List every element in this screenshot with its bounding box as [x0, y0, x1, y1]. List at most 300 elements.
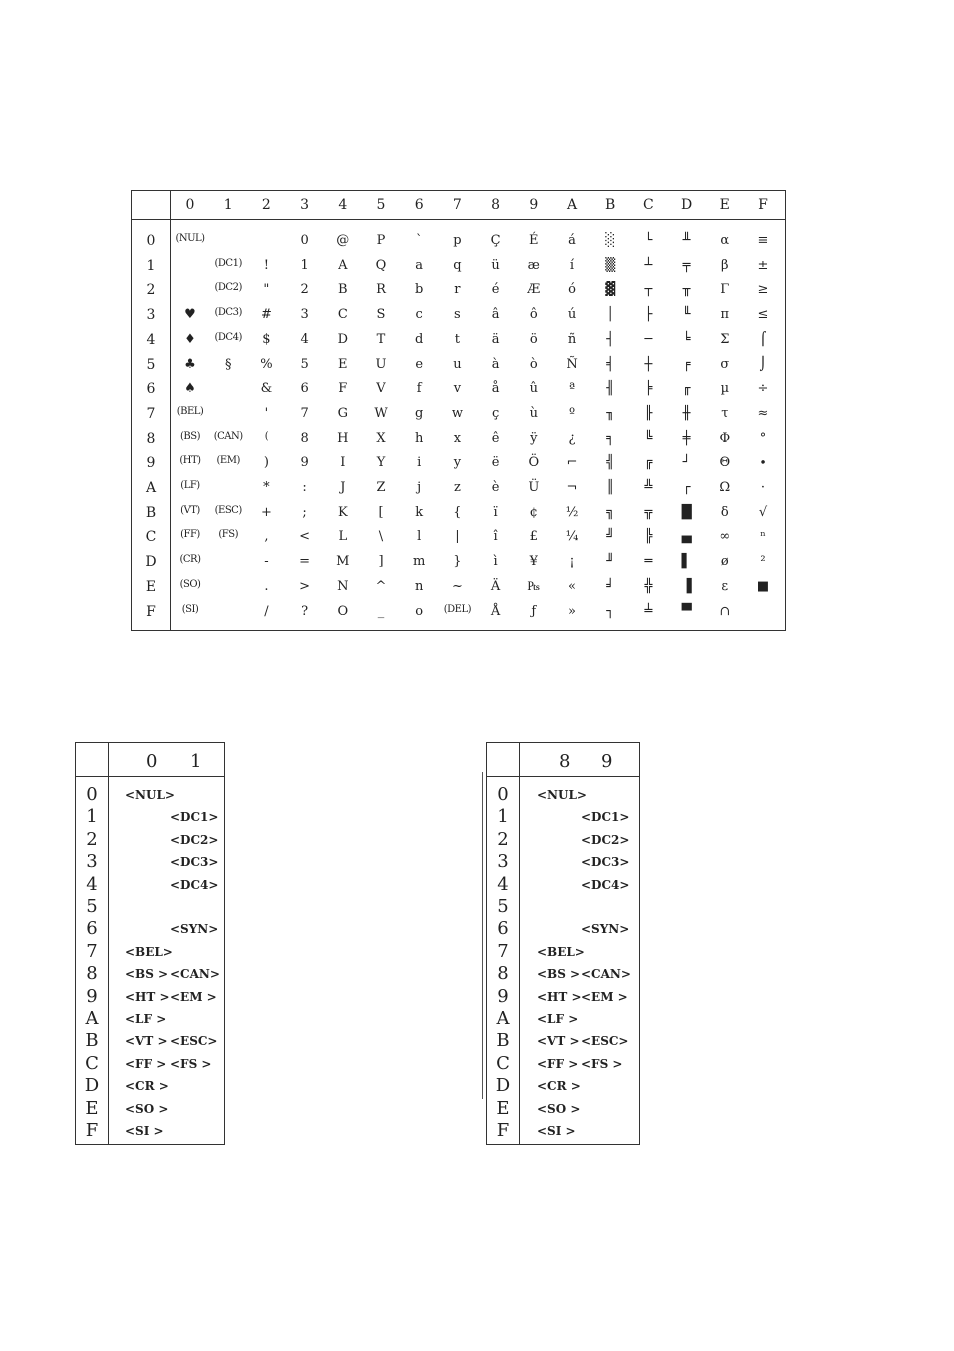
control-code: <SYN>	[170, 922, 219, 937]
char-cell: y	[453, 455, 462, 471]
row-label-1: 1	[86, 806, 98, 828]
char-cell: ÿ	[530, 430, 538, 446]
char-cell: à	[491, 356, 500, 372]
row-label-8: 8	[146, 430, 156, 447]
char-cell: 0	[300, 233, 309, 248]
char-cell: ♦	[184, 331, 196, 347]
char-cell: i	[417, 455, 422, 471]
column-header-6: 6	[414, 197, 424, 213]
char-cell: π	[720, 307, 730, 323]
char-cell: ±	[757, 257, 769, 273]
char-cell: ╫	[682, 405, 691, 421]
char-cell: O	[337, 603, 349, 619]
row-label-D: D	[84, 1075, 100, 1097]
control-code: <BS >	[537, 967, 581, 982]
char-cell: 6	[300, 381, 309, 397]
row-label-2: 2	[86, 828, 98, 850]
char-cell: 3	[300, 307, 309, 323]
row-label-F: F	[496, 1120, 510, 1141]
char-cell: (LF)	[180, 480, 200, 491]
char-cell: f	[416, 381, 422, 397]
char-cell: (DEL)	[443, 603, 472, 615]
row-label-A: A	[145, 480, 157, 496]
row-label-D: D	[495, 1075, 511, 1097]
char-cell: (SI)	[181, 603, 199, 615]
column-header-3: 3	[300, 197, 310, 213]
row-label-divider	[108, 743, 109, 1144]
char-cell: ▀	[681, 603, 692, 619]
column-header-8: 8	[559, 751, 571, 772]
margin-change-bar	[482, 772, 483, 1099]
row-label-7: 7	[146, 405, 156, 422]
control-code: <NUL>	[537, 788, 587, 802]
column-header-E: E	[719, 197, 730, 213]
char-cell: │	[606, 307, 615, 323]
row-label-9: 9	[497, 985, 509, 1007]
column-header-7: 7	[452, 197, 462, 213]
char-cell: H	[337, 430, 349, 446]
char-cell: #	[260, 307, 272, 323]
char-cell: ♣	[184, 356, 196, 372]
char-cell: (	[264, 430, 269, 442]
column-header-8: 8	[491, 197, 501, 213]
char-cell: ⌐	[566, 455, 578, 471]
control-code: <LF >	[125, 1012, 167, 1026]
char-cell: ╢	[606, 381, 615, 397]
char-cell: \	[378, 529, 384, 545]
char-cell: &	[260, 381, 273, 397]
row-label-9: 9	[146, 455, 156, 472]
row-label-7: 7	[86, 940, 98, 962]
control-code: <FF >	[125, 1056, 167, 1071]
char-cell: ♥	[184, 307, 196, 323]
char-cell: L	[338, 529, 348, 545]
row-label-F: F	[146, 603, 156, 620]
row-label-3: 3	[86, 851, 98, 873]
char-cell: √	[758, 504, 768, 520]
row-label-6: 6	[497, 918, 509, 940]
char-cell: o	[415, 603, 424, 619]
char-cell: (CR)	[179, 554, 201, 566]
char-cell: ▄	[681, 529, 692, 545]
char-cell: î	[493, 529, 498, 545]
char-cell: <	[299, 529, 311, 545]
char-cell: w	[451, 405, 463, 421]
char-cell: D	[337, 331, 349, 347]
char-cell: ì	[493, 554, 498, 570]
control-code: <VT >	[125, 1034, 168, 1049]
control-code: <BEL>	[537, 944, 585, 959]
row-label-7: 7	[497, 940, 509, 962]
char-cell: U	[375, 356, 387, 372]
char-cell: Ö	[528, 455, 540, 471]
char-cell: S	[376, 307, 386, 323]
char-cell: ù	[529, 405, 538, 421]
char-cell: ▒	[605, 257, 616, 273]
row-label-2: 2	[146, 282, 156, 299]
char-cell: C	[337, 307, 348, 323]
char-cell: 7	[300, 405, 309, 421]
char-cell: +	[260, 504, 272, 520]
row-label-8: 8	[497, 963, 509, 985]
char-cell: ∞	[719, 529, 731, 545]
char-cell: ─	[644, 331, 653, 347]
control-code: <FS >	[170, 1056, 212, 1071]
char-cell: n	[415, 578, 424, 594]
char-cell: K	[337, 504, 348, 520]
row-label-9: 9	[86, 985, 98, 1007]
char-cell: τ	[721, 405, 729, 421]
char-cell: Y	[376, 455, 386, 471]
row-label-B: B	[496, 1030, 510, 1052]
row-label-8: 8	[86, 963, 98, 985]
char-cell: B	[338, 282, 348, 298]
char-cell: ╛	[606, 578, 615, 594]
char-cell: ▌	[681, 554, 692, 570]
char-cell: ├	[644, 307, 653, 323]
char-cell: ₧	[527, 578, 541, 594]
char-cell: ╬	[644, 578, 653, 594]
row-label-E: E	[145, 578, 157, 595]
char-cell: ╨	[682, 233, 691, 248]
char-cell: ♠	[184, 381, 196, 397]
char-cell: ░	[605, 233, 616, 248]
row-label-4: 4	[146, 331, 156, 348]
row-label-5: 5	[146, 356, 156, 373]
control-code: <SYN>	[581, 922, 630, 937]
char-cell: (ESC)	[214, 504, 242, 516]
char-cell: ╩	[644, 480, 653, 495]
char-cell: ╘	[682, 331, 691, 347]
control-code: <DC4>	[581, 877, 630, 892]
char-cell: |	[455, 529, 460, 545]
char-cell: /	[264, 603, 269, 619]
char-cell: x	[453, 430, 462, 446]
char-cell: §	[224, 356, 232, 372]
char-cell: ¼	[565, 529, 579, 545]
char-cell: -	[264, 554, 269, 570]
char-cell: ê	[491, 430, 500, 446]
control-code: <FS >	[581, 1056, 623, 1071]
control-code: <VT >	[537, 1034, 580, 1049]
char-cell: 4	[300, 331, 309, 347]
row-label-C: C	[496, 1052, 510, 1074]
char-cell: Q	[375, 257, 387, 273]
char-cell: ñ	[567, 331, 577, 347]
char-cell: s	[454, 307, 461, 323]
char-cell: e	[415, 356, 424, 372]
char-cell: N	[337, 578, 349, 594]
char-cell: Φ	[719, 430, 731, 446]
row-label-4: 4	[86, 873, 98, 895]
char-cell: g	[415, 405, 424, 421]
row-label-3: 3	[497, 851, 509, 873]
char-cell: û	[529, 381, 538, 397]
char-cell: P	[376, 233, 386, 248]
char-cell: d	[415, 331, 424, 347]
char-cell: (CAN)	[213, 430, 243, 442]
control-codes-table-0-1	[75, 742, 225, 1145]
char-cell: ▐	[681, 578, 692, 594]
char-cell: «	[568, 578, 576, 594]
control-code: <CR >	[537, 1079, 581, 1094]
char-cell: ╖	[606, 405, 615, 421]
row-label-5: 5	[86, 896, 98, 917]
char-cell: A	[338, 257, 348, 273]
char-cell: ¢	[529, 504, 538, 520]
char-cell: ╥	[682, 282, 691, 298]
char-cell: 2	[300, 282, 309, 298]
char-cell: └	[644, 233, 653, 248]
char-cell: }	[453, 554, 462, 570]
char-cell: Æ	[527, 282, 541, 298]
char-cell: 8	[300, 430, 309, 446]
char-cell: (DC2)	[214, 282, 242, 294]
char-cell: .	[264, 578, 269, 594]
control-code: <ESC>	[581, 1034, 629, 1049]
char-cell: ä	[491, 331, 500, 347]
char-cell: {	[453, 504, 462, 520]
char-cell: Ä	[490, 578, 501, 594]
char-cell: Ü	[528, 480, 540, 495]
char-cell: ¬	[566, 480, 578, 495]
char-cell: ²	[760, 554, 766, 570]
char-cell: (DC4)	[214, 331, 242, 343]
char-cell: z	[453, 480, 461, 495]
char-cell: (BEL)	[176, 405, 204, 417]
control-code: <CAN>	[170, 967, 220, 982]
character-code-table	[131, 190, 786, 631]
row-label-2: 2	[497, 828, 509, 850]
control-code: <DC4>	[170, 877, 219, 892]
char-cell: v	[453, 381, 462, 397]
char-cell: ┤	[606, 331, 615, 347]
column-header-4: 4	[338, 197, 348, 213]
char-cell: W	[374, 405, 388, 421]
row-label-1: 1	[146, 257, 156, 274]
char-cell: E	[338, 356, 348, 372]
row-label-5: 5	[497, 896, 509, 917]
char-cell: T	[376, 331, 386, 347]
char-cell: £	[529, 529, 538, 545]
control-code: <SO >	[125, 1101, 169, 1116]
char-cell: (DC1)	[214, 257, 242, 269]
char-cell: ∩	[719, 603, 731, 619]
char-cell: (SO)	[179, 578, 201, 590]
column-header-C: C	[643, 197, 654, 213]
row-label-6: 6	[146, 381, 156, 398]
char-cell: *	[263, 480, 270, 495]
control-code: <CAN>	[581, 967, 631, 982]
char-cell: "	[263, 282, 270, 298]
char-cell: )	[263, 455, 269, 471]
char-cell: ¡	[569, 554, 575, 570]
char-cell: Σ	[720, 331, 730, 347]
char-cell: ╠	[644, 529, 653, 545]
char-cell: =	[299, 554, 311, 570]
char-cell: É	[529, 233, 539, 248]
char-cell: u	[453, 356, 462, 372]
char-cell: ]	[378, 554, 384, 570]
char-cell: δ	[720, 504, 729, 520]
char-cell: ■	[756, 578, 770, 594]
char-cell: Å	[490, 603, 501, 619]
char-cell: ½	[565, 504, 579, 520]
char-cell: ú	[567, 307, 577, 323]
char-cell: I	[340, 455, 346, 471]
column-header-0: 0	[146, 751, 158, 772]
char-cell: $	[262, 331, 271, 347]
row-label-A: A	[85, 1008, 99, 1029]
char-cell: ë	[491, 455, 500, 471]
char-cell: ╜	[606, 554, 615, 570]
char-cell: (BS)	[179, 430, 200, 442]
control-code: <DC3>	[581, 855, 630, 870]
char-cell: ╦	[644, 504, 653, 520]
char-cell: ╪	[682, 430, 691, 446]
char-cell: F	[338, 381, 348, 397]
char-cell: (VT)	[180, 504, 200, 516]
row-label-B: B	[85, 1030, 99, 1052]
char-cell: ⁿ	[760, 529, 766, 545]
control-code: <HT >	[125, 989, 170, 1004]
char-cell: ô	[529, 307, 538, 323]
char-cell: ▓	[605, 282, 616, 298]
char-cell: ╡	[606, 356, 615, 372]
char-cell: ≥	[757, 282, 769, 298]
column-header-D: D	[680, 197, 693, 213]
char-cell: a	[415, 257, 424, 273]
row-label-0: 0	[497, 784, 509, 805]
char-cell: µ	[720, 381, 730, 397]
char-cell: (HT)	[179, 455, 201, 467]
char-cell: ┬	[644, 282, 653, 298]
column-header-9: 9	[529, 197, 539, 213]
control-codes-table-8-9	[486, 742, 640, 1145]
row-label-E: E	[85, 1097, 99, 1119]
char-cell: J	[340, 480, 346, 495]
row-label-D: D	[145, 554, 157, 571]
control-code: <EM >	[581, 989, 628, 1004]
char-cell: Ç	[490, 233, 501, 248]
char-cell: °	[759, 430, 767, 446]
char-cell: ╙	[682, 307, 691, 323]
char-cell: ?	[301, 603, 309, 619]
row-label-F: F	[85, 1120, 99, 1141]
row-label-4: 4	[497, 873, 509, 895]
row-label-0: 0	[86, 784, 98, 805]
char-cell: %	[260, 356, 273, 372]
char-cell: ≈	[757, 405, 769, 421]
char-cell: ╕	[606, 430, 615, 446]
column-header-F: F	[758, 197, 768, 213]
char-cell: `	[415, 233, 423, 248]
char-cell: ü	[491, 257, 500, 273]
char-cell: ƒ	[531, 603, 537, 619]
row-label-3: 3	[146, 307, 156, 324]
char-cell: ¥	[529, 554, 538, 570]
row-label-0: 0	[146, 233, 156, 249]
char-cell: █	[681, 504, 692, 520]
char-cell: m	[413, 554, 426, 570]
char-cell: ó	[568, 282, 576, 298]
char-cell: Z	[376, 480, 386, 495]
char-cell: ┼	[644, 356, 653, 372]
control-code: <LF >	[537, 1012, 579, 1026]
row-label-A: A	[496, 1008, 510, 1029]
char-cell: (EM)	[216, 455, 240, 467]
control-code: <DC2>	[170, 832, 219, 847]
column-header-1: 1	[190, 751, 202, 772]
char-cell: α	[720, 233, 730, 248]
char-cell: »	[568, 603, 576, 619]
char-cell: >	[299, 578, 311, 594]
row-label-C: C	[145, 529, 157, 546]
column-header-9: 9	[601, 751, 613, 772]
control-code: <FF >	[537, 1056, 579, 1071]
char-cell: ∙	[759, 455, 767, 471]
char-cell: X	[376, 430, 386, 446]
char-cell: 5	[300, 356, 309, 372]
control-code: <DC3>	[170, 855, 219, 870]
char-cell: ø	[720, 554, 729, 570]
control-code: <NUL>	[125, 788, 175, 802]
char-cell: ≤	[757, 307, 769, 323]
char-cell: Γ	[720, 282, 730, 298]
char-cell: ╒	[682, 356, 691, 372]
char-cell: ε	[721, 578, 729, 594]
char-cell: ·	[760, 480, 766, 495]
row-label-E: E	[496, 1097, 510, 1119]
char-cell: ò	[529, 356, 538, 372]
control-code: <HT >	[537, 989, 582, 1004]
char-cell: σ	[720, 356, 730, 372]
char-cell: ö	[529, 331, 538, 347]
char-cell: Θ	[719, 455, 731, 471]
char-cell: ç	[491, 405, 500, 421]
char-cell: ╚	[644, 430, 653, 446]
char-cell: t	[454, 331, 460, 347]
column-header-A: A	[566, 197, 578, 213]
char-cell: ª	[568, 381, 576, 397]
char-cell: [	[378, 504, 384, 520]
char-cell: ┐	[606, 603, 615, 619]
control-code: <BEL>	[125, 944, 173, 959]
char-cell: ╤	[682, 257, 691, 273]
char-cell: _	[377, 603, 385, 619]
control-code: <SI >	[125, 1124, 164, 1138]
char-cell: ┌	[682, 480, 691, 495]
column-header-B: B	[605, 197, 616, 213]
char-cell: ╞	[644, 381, 653, 397]
char-cell: h	[415, 430, 424, 446]
char-cell: ¿	[568, 430, 576, 446]
char-cell: q	[453, 257, 462, 273]
char-cell: ÷	[757, 381, 769, 397]
char-cell: ┘	[682, 455, 691, 471]
char-cell: 9	[300, 455, 309, 471]
char-cell: ╔	[644, 455, 653, 471]
char-cell: ⌠	[759, 331, 767, 347]
char-cell: æ	[527, 257, 540, 273]
char-cell: j	[417, 480, 422, 495]
char-cell: á	[568, 233, 576, 248]
char-cell: ╗	[606, 504, 615, 520]
char-cell: '	[264, 405, 269, 421]
char-cell: º	[568, 405, 576, 421]
char-cell: â	[491, 307, 500, 323]
char-cell: ║	[606, 480, 615, 495]
